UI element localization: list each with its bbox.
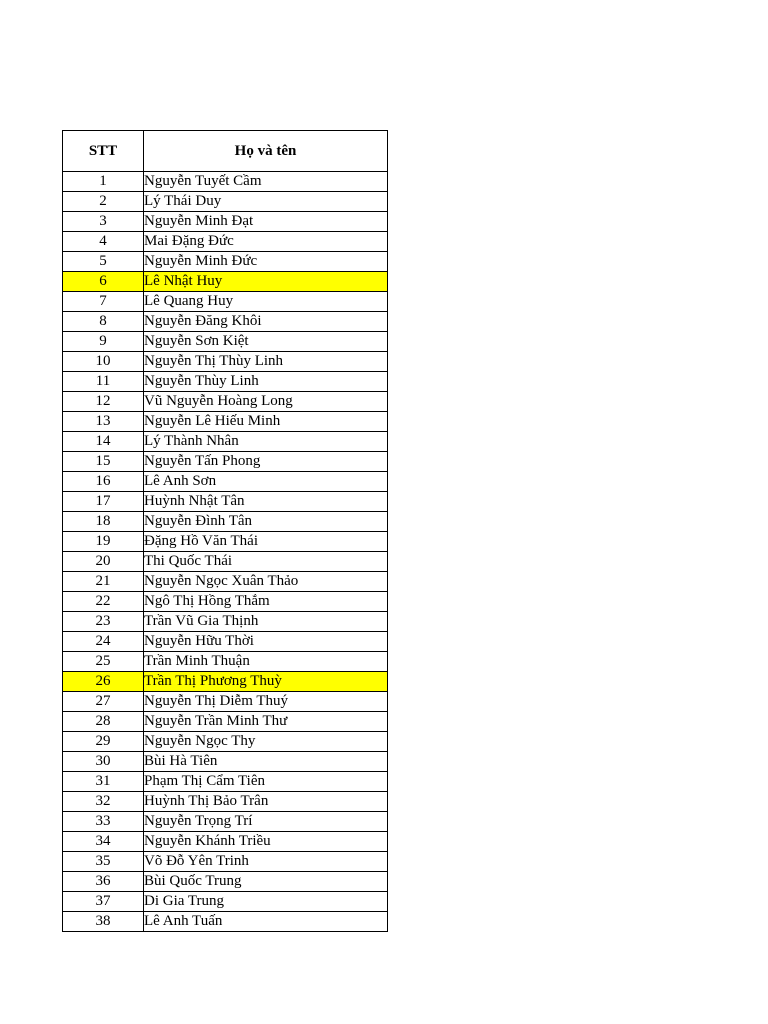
table-row — [63, 352, 388, 372]
row-stt-cell: 7 — [63, 292, 144, 312]
table-row — [63, 552, 388, 572]
row-stt-cell: 17 — [63, 492, 144, 512]
row-name-cell: Nguyễn Minh Đức — [144, 252, 388, 272]
row-name-cell: Lê Nhật Huy — [144, 272, 388, 292]
row-stt-cell: 11 — [63, 372, 144, 392]
table-row — [63, 532, 388, 552]
row-name-cell: Lê Anh Tuấn — [144, 912, 388, 932]
table-body — [63, 172, 388, 932]
table-row — [63, 812, 388, 832]
row-stt-cell: 35 — [63, 852, 144, 872]
row-name-cell: Phạm Thị Cẩm Tiên — [144, 772, 388, 792]
row-name-cell: Vũ Nguyễn Hoàng Long — [144, 392, 388, 412]
row-stt-cell: 38 — [63, 912, 144, 932]
table-row — [63, 312, 388, 332]
table-row — [63, 252, 388, 272]
row-stt-cell: 3 — [63, 212, 144, 232]
table-row — [63, 672, 388, 692]
table-row — [63, 292, 388, 312]
row-name-cell: Lý Thành Nhân — [144, 432, 388, 452]
row-stt-cell: 30 — [63, 752, 144, 772]
table-row — [63, 372, 388, 392]
table-row — [63, 732, 388, 752]
table-row — [63, 912, 388, 932]
row-name-cell: Bùi Hà Tiên — [144, 752, 388, 772]
row-name-cell: Mai Đặng Đức — [144, 232, 388, 252]
table-row — [63, 712, 388, 732]
row-name-cell: Di Gia Trung — [144, 892, 388, 912]
table-row — [63, 492, 388, 512]
row-stt-cell: 15 — [63, 452, 144, 472]
row-stt-cell: 2 — [63, 192, 144, 212]
table-row — [63, 632, 388, 652]
row-stt-cell: 21 — [63, 572, 144, 592]
row-stt-cell: 1 — [63, 172, 144, 192]
row-stt-cell: 13 — [63, 412, 144, 432]
table-row — [63, 692, 388, 712]
row-name-cell: Võ Đỗ Yên Trinh — [144, 852, 388, 872]
table-row — [63, 792, 388, 812]
row-stt-cell: 14 — [63, 432, 144, 452]
row-stt-cell: 5 — [63, 252, 144, 272]
table-row — [63, 172, 388, 192]
table-row — [63, 412, 388, 432]
row-name-cell: Nguyễn Đình Tân — [144, 512, 388, 532]
row-stt-cell: 24 — [63, 632, 144, 652]
row-stt-cell: 29 — [63, 732, 144, 752]
row-stt-cell: 27 — [63, 692, 144, 712]
row-stt-cell: 18 — [63, 512, 144, 532]
table-row — [63, 452, 388, 472]
row-stt-cell: 20 — [63, 552, 144, 572]
table-row — [63, 772, 388, 792]
header-stt: STT — [63, 131, 144, 172]
row-name-cell: Nguyễn Ngọc Xuân Thảo — [144, 572, 388, 592]
table-row — [63, 232, 388, 252]
row-name-cell: Trần Thị Phương Thuỳ — [144, 672, 388, 692]
table-row — [63, 832, 388, 852]
table-row — [63, 892, 388, 912]
table-row — [63, 192, 388, 212]
row-stt-cell: 16 — [63, 472, 144, 492]
table-row — [63, 872, 388, 892]
row-stt-cell: 25 — [63, 652, 144, 672]
table-row — [63, 612, 388, 632]
table-row — [63, 472, 388, 492]
row-name-cell: Nguyễn Tấn Phong — [144, 452, 388, 472]
table-row — [63, 752, 388, 772]
row-stt-cell: 34 — [63, 832, 144, 852]
row-stt-cell: 26 — [63, 672, 144, 692]
row-name-cell: Nguyễn Sơn Kiệt — [144, 332, 388, 352]
row-stt-cell: 10 — [63, 352, 144, 372]
row-name-cell: Nguyễn Trần Minh Thư — [144, 712, 388, 732]
row-name-cell: Lý Thái Duy — [144, 192, 388, 212]
table-row — [63, 592, 388, 612]
row-name-cell: Nguyễn Khánh Triều — [144, 832, 388, 852]
table-row — [63, 272, 388, 292]
row-name-cell: Nguyễn Thùy Linh — [144, 372, 388, 392]
row-name-cell: Lê Anh Sơn — [144, 472, 388, 492]
row-stt-cell: 23 — [63, 612, 144, 632]
table-row — [63, 212, 388, 232]
row-name-cell: Đặng Hồ Văn Thái — [144, 532, 388, 552]
row-name-cell: Nguyễn Tuyết Cầm — [144, 172, 388, 192]
row-stt-cell: 31 — [63, 772, 144, 792]
row-name-cell: Nguyễn Thị Diễm Thuý — [144, 692, 388, 712]
row-stt-cell: 8 — [63, 312, 144, 332]
table-row — [63, 392, 388, 412]
row-stt-cell: 19 — [63, 532, 144, 552]
row-stt-cell: 12 — [63, 392, 144, 412]
row-stt-cell: 36 — [63, 872, 144, 892]
row-name-cell: Bùi Quốc Trung — [144, 872, 388, 892]
row-stt-cell: 6 — [63, 272, 144, 292]
row-name-cell: Trần Vũ Gia Thịnh — [144, 612, 388, 632]
row-name-cell: Lê Quang Huy — [144, 292, 388, 312]
table-header — [63, 131, 388, 172]
row-stt-cell: 22 — [63, 592, 144, 612]
table-row — [63, 852, 388, 872]
header-row — [63, 131, 388, 172]
row-name-cell: Nguyễn Trọng Trí — [144, 812, 388, 832]
row-stt-cell: 28 — [63, 712, 144, 732]
row-name-cell: Nguyễn Minh Đạt — [144, 212, 388, 232]
row-name-cell: Nguyễn Ngọc Thy — [144, 732, 388, 752]
student-roster-table — [62, 130, 388, 932]
row-stt-cell: 33 — [63, 812, 144, 832]
row-stt-cell: 4 — [63, 232, 144, 252]
row-name-cell: Nguyễn Lê Hiếu Minh — [144, 412, 388, 432]
header-name: Họ và tên — [144, 131, 388, 172]
row-name-cell: Nguyễn Đăng Khôi — [144, 312, 388, 332]
table-row — [63, 652, 388, 672]
table-row — [63, 432, 388, 452]
row-name-cell: Huỳnh Thị Bảo Trân — [144, 792, 388, 812]
row-stt-cell: 9 — [63, 332, 144, 352]
row-name-cell: Nguyễn Hữu Thời — [144, 632, 388, 652]
row-name-cell: Ngô Thị Hồng Thắm — [144, 592, 388, 612]
row-stt-cell: 37 — [63, 892, 144, 912]
row-stt-cell: 32 — [63, 792, 144, 812]
table-row — [63, 572, 388, 592]
row-name-cell: Thi Quốc Thái — [144, 552, 388, 572]
row-name-cell: Nguyễn Thị Thùy Linh — [144, 352, 388, 372]
row-name-cell: Trần Minh Thuận — [144, 652, 388, 672]
row-name-cell: Huỳnh Nhật Tân — [144, 492, 388, 512]
table-row — [63, 512, 388, 532]
table-row — [63, 332, 388, 352]
